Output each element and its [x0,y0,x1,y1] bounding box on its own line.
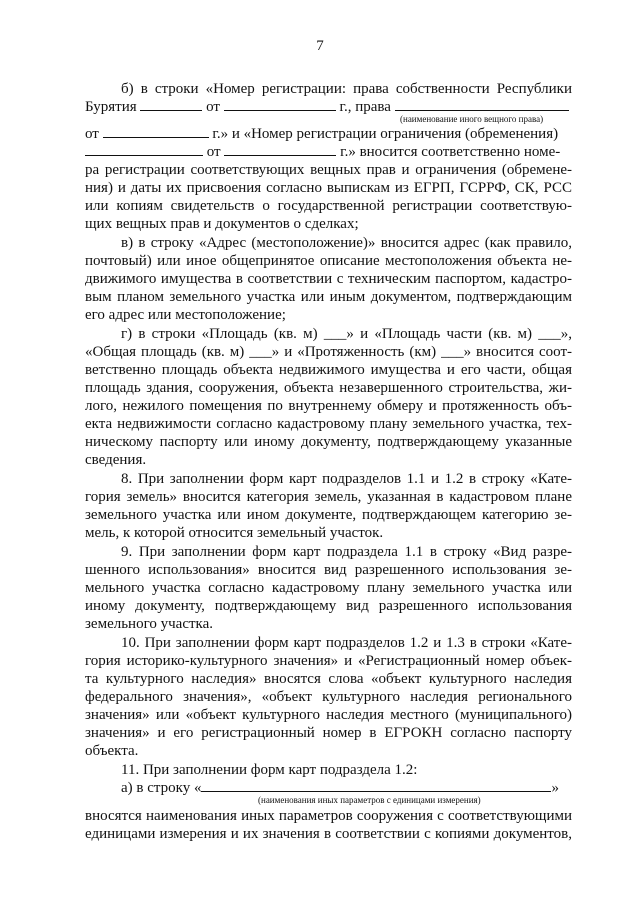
text-fragment: от [85,126,99,142]
text-line: федерального значения», «объект культурного наследия регионального [85,689,572,705]
text-line: ра регистрации соответствующих вещных прав и ограничения (обремене- [85,162,572,178]
text-line: «Общая площадь (кв. м) ___» и «Протяженность (км) ___» вносится соот- [85,344,572,360]
text-line: б) в строки «Номер регистрации: права собственности Республики [121,81,572,97]
text-line: площадь здания, сооружения, объекта незавершенного строительства, жи- [85,380,572,396]
text-line: ническому паспорту или иному документу, подтверждающему указанные [85,434,572,450]
text-line: щих вещных прав и документов о сделках; [85,216,359,232]
text-fragment: » [551,780,559,796]
text-line: шенного использования» вносится вид разрешенного использования зе- [85,562,572,578]
text-line: 11. При заполнении форм карт подраздела 1.2: [121,762,418,778]
fill-blank [140,98,202,111]
text-line: в) в строку «Адрес (местоположение)» вносится адрес (как правило, [121,235,572,251]
text-fragment: от [206,99,220,115]
text-line: почтовый) или иное общепринятое описание местоположения объекта не- [85,253,572,269]
caption-other-params: (наименования иных параметров с единицами измерения) [258,795,481,805]
caption-other-right: (наименование иного вещного права) [400,114,544,124]
fill-blank [224,143,336,156]
text-line: та культурного наследия» вносятся слова «объект культурного наследия [85,671,572,687]
text-line: значения» или «объект культурного наследия местного (муниципального) [85,707,572,723]
text-fragment: г.» и «Номер регистрации ограничения (обременения) [212,126,559,142]
text-fragment: г., права [339,99,391,115]
text-line: вым планом земельного участка или иным документом, подтверждающим [85,289,572,305]
text-line: гория историко-культурного значения» и «Регистрационный номер объек- [85,653,572,669]
text-line: значения» и его регистрационный номер в ЕГРОКН согласно паспорту [85,725,572,741]
text-line: 8. При заполнении форм карт подразделов 1.1 и 1.2 в строку «Кате- [121,471,572,487]
text-line-encumbrance-date [85,143,572,161]
fill-blank [224,98,336,111]
fill-blank [85,143,203,156]
text-line: иному документу, подтверждающему вид разрешенного использования [85,598,572,614]
text-fragment: г.» вносится соответственно номе- [340,144,561,160]
text-line: мель, к которой относится земельный участок. [85,525,384,541]
text-line: ния) и даты их присвоения согласно выпискам из ЕГРП, ГСРРФ, СК, РСС [85,180,572,196]
text-line: екта недвижимости согласно кадастровому плану земельного участка, тех- [85,416,572,432]
text-line: или копиям свидетельств о государственной регистрации соответствую- [85,198,572,214]
text-line: его адрес или местоположение; [85,307,286,323]
text-line: вносятся наименования иных параметров сооружения с соответствующими [85,808,572,824]
text-line: земельного участка. [85,616,213,632]
text-fragment: Бурятия [85,99,137,115]
fill-blank [201,779,551,792]
text-line: гория земель» вносится категория земель, указанная в кадастровом плане [85,489,572,505]
text-line: г) в строки «Площадь (кв. м) ___» и «Площадь части (кв. м) ___», [121,326,572,342]
text-fragment: от [206,144,221,160]
text-line: 9. При заполнении форм карт подраздела 1.1 в строку «Вид разре- [121,544,572,560]
fill-blank [395,98,569,111]
text-line-encumbrance [85,125,572,143]
text-line: единицами измерения и их значения в соответствии с копиями документов, [85,826,572,842]
text-line: объекта. [85,743,139,759]
text-line: лого, нежилого помещения по внутреннему обмеру и протяженность объ- [85,398,572,414]
fill-blank [103,125,209,138]
text-line: земельного участка или ином документе, подтверждающем категорию зе- [85,507,572,523]
text-line: сведения. [85,452,147,468]
page-number: 7 [316,38,324,54]
text-fragment: а) в строку « [121,780,202,796]
text-line: мельного участка согласно кадастровому плану земельного участка или [85,580,572,596]
text-line: 10. При заполнении форм карт подразделов 1.2 и 1.3 в строки «Кате- [121,635,572,651]
text-line: ветственно площадь объекта недвижимого имущества и его части, общая [85,362,572,378]
text-line: движимого имущества в соответствии с техническим паспортом, кадастро- [85,271,572,287]
